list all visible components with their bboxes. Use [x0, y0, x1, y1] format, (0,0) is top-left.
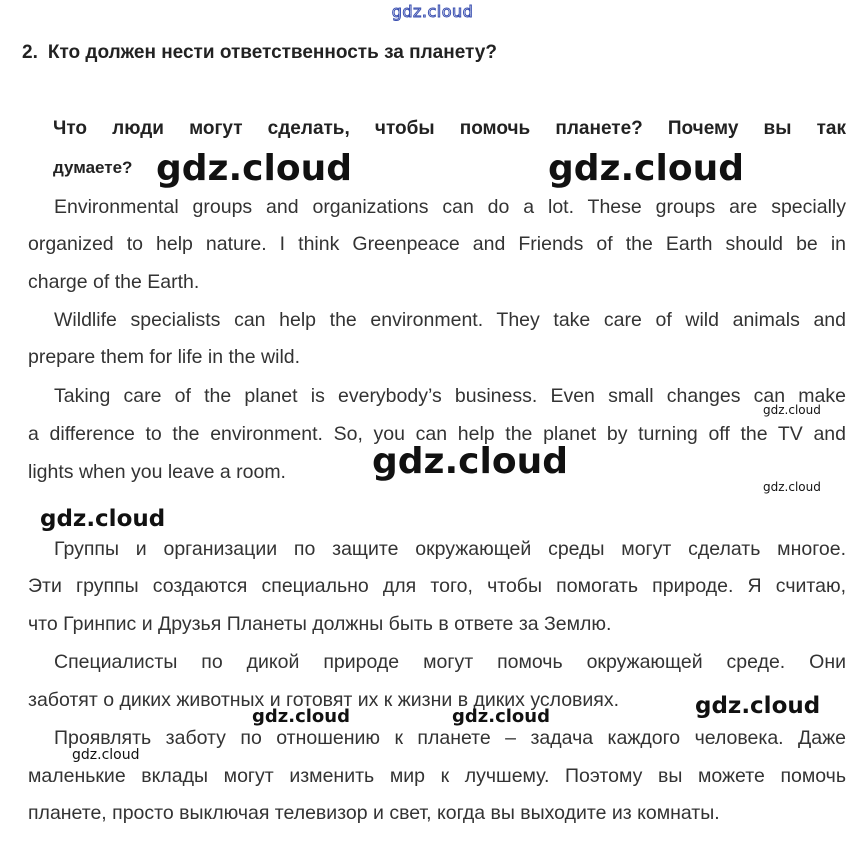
russian-p1-line-1: Группы и организации по защите окружающей среды могут сделать многое. — [54, 538, 846, 560]
watermark: gdz.cloud — [452, 706, 550, 727]
english-p2-line-2: prepare them for life in the wild. — [28, 346, 301, 368]
english-p3-line-2: a difference to the environment. So, you can help the planet by turning off the TV and — [28, 423, 846, 445]
watermark: gdz.cloud — [156, 148, 352, 189]
watermark-top: gdz.cloud — [391, 2, 474, 21]
watermark: gdz.cloud — [252, 706, 350, 727]
russian-p3-line-3: планете, просто выключая телевизор и свет, когда вы выходите из комнаты. — [28, 802, 720, 824]
question-number: 2. — [22, 42, 38, 63]
watermark: gdz.cloud — [763, 403, 821, 417]
english-p2-line-1: Wildlife specialists can help the environment. They take care of wild animals and — [54, 309, 846, 331]
subquestion-line-2: думаете? — [53, 158, 133, 177]
russian-p2-line-1: Специалисты по дикой природе могут помочь окружающей среде. Они — [54, 651, 846, 673]
english-p1-line-1: Environmental groups and organizations can do a lot. These groups are specially — [54, 196, 846, 218]
watermark: gdz.cloud — [763, 480, 821, 494]
russian-p3-line-2: маленькие вклады могут изменить мир к лучшему. Поэтому вы можете помочь — [28, 765, 846, 787]
watermark: gdz.cloud — [72, 747, 140, 763]
russian-p3-line-1: Проявлять заботу по отношению к планете – задача каждого человека. Даже — [54, 727, 846, 749]
english-p1-line-2: organized to help nature. I think Greenpeace and Friends of the Earth should be in — [28, 233, 846, 255]
watermark: gdz.cloud — [548, 148, 744, 189]
russian-p1-line-2: Эти группы создаются специально для того, чтобы помогать природе. Я считаю, — [28, 575, 846, 597]
question-text: Кто должен нести ответственность за планету? — [47, 42, 497, 63]
subquestion-line-1: Что люди могут сделать, чтобы помочь планете? Почему вы так — [53, 118, 846, 139]
watermark: gdz.cloud — [372, 441, 568, 482]
english-p3-line-3: lights when you leave a room. — [28, 461, 286, 483]
question-heading — [22, 42, 497, 64]
watermark: gdz.cloud — [40, 506, 166, 532]
russian-p1-line-3: что Гринпис и Друзья Планеты должны быть в ответе за Землю. — [28, 613, 612, 635]
english-p1-line-3: charge of the Earth. — [28, 271, 200, 293]
english-p3-line-1: Taking care of the planet is everybody’s business. Even small changes can make — [54, 385, 846, 407]
russian-p2-line-2: заботят о диких животных и готовят их к жизни в диких условиях. — [28, 689, 620, 711]
watermark: gdz.cloud — [695, 693, 821, 719]
